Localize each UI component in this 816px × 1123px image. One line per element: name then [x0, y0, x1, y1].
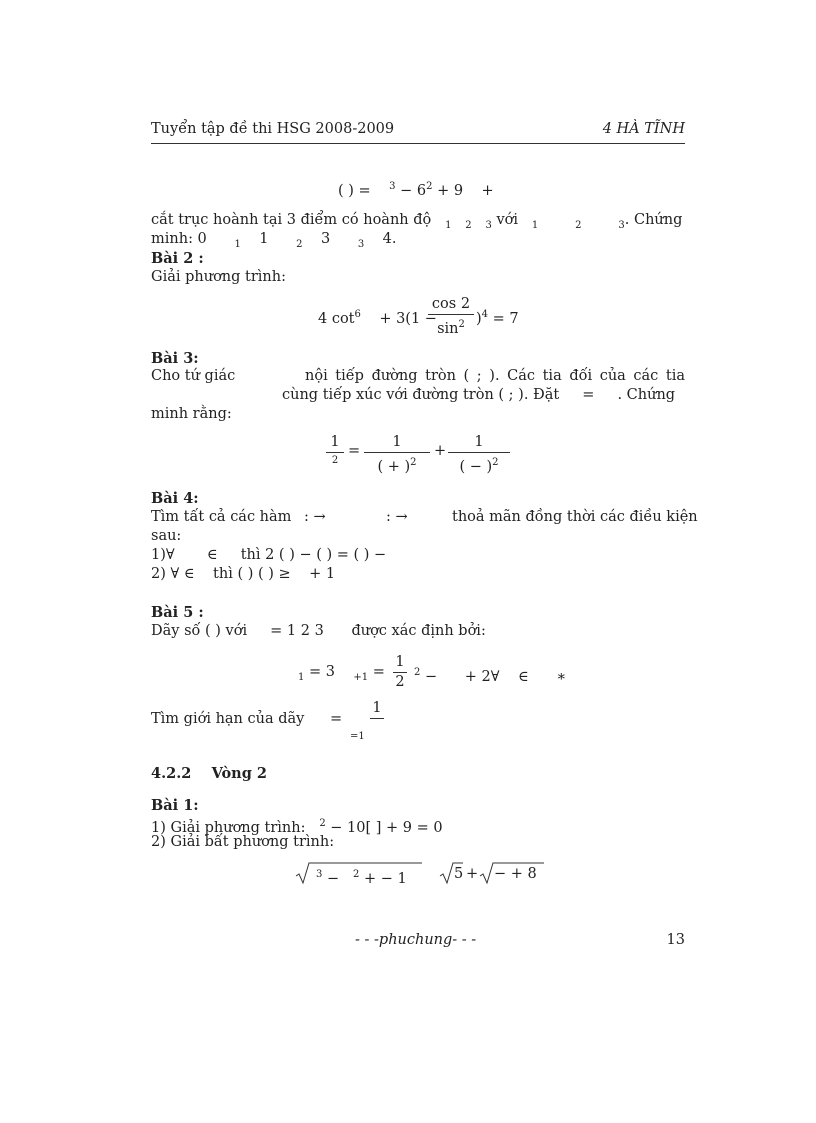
- bai2-fraction-num: cos 2: [431, 296, 471, 312]
- radical-2-content: 5: [454, 866, 464, 882]
- bai5-line3-fracline: [370, 718, 384, 719]
- footer-center: - - -phuchung- - -: [355, 932, 477, 948]
- bai3-f3-den: ( − )$^2$: [459, 457, 499, 475]
- bai2-title: Bài 2 :: [151, 250, 204, 267]
- section-heading: 4.2.2 Vòng 2: [151, 765, 267, 782]
- v2-bai1-title: Bài 1:: [151, 797, 199, 814]
- plus-sign: +: [466, 866, 479, 882]
- bai2-fraction-line: [428, 314, 474, 315]
- bai4-cond-2: 2) ∀ ∈ thì ( ) ( ) ≥ + 1: [151, 566, 336, 582]
- bai3-f1-den: 2: [331, 455, 339, 466]
- bai4-line-1b: : →: [304, 509, 326, 525]
- radical-3-content: − + 8: [494, 866, 537, 882]
- bai5-line-3a: Tìm giới hạn của dãy: [151, 711, 305, 727]
- bai5-line-3eq: =: [330, 711, 343, 727]
- bai3-line-2: cùng tiếp xúc với đường tròn ( ; ). Đặt = . Chứng: [282, 387, 676, 403]
- bai2-fraction-den: $\sin^2$: [437, 319, 465, 337]
- bai3-plus: +: [434, 443, 447, 459]
- intro-line-2: minh: 0 $_1$ 1 $_2$ 3 $_3$ 4.: [151, 231, 397, 250]
- bai4-cond-1: 1)∀ ∈ thì 2 ( ) − ( ) = ( ) −: [151, 547, 387, 563]
- bai3-f3-line: [448, 452, 510, 453]
- bai3-f2-den: ( + )$^2$: [377, 457, 417, 475]
- bai3-title: Bài 3:: [151, 350, 199, 367]
- header-right: 4 HÀ TĨNH: [602, 121, 685, 137]
- bai5-line3-num: 1: [372, 700, 382, 716]
- bai5-frac-line: [393, 672, 407, 673]
- bai4-line-1a: Tìm tất cả các hàm: [151, 509, 292, 525]
- page-number: 13: [666, 932, 685, 948]
- bai5-title: Bài 5 :: [151, 604, 204, 621]
- bai3-f3-num: 1: [474, 434, 484, 450]
- bai3-line-1a: Cho tứ giác: [151, 368, 236, 384]
- bai4-line-1d: thoả mãn đồng thời các điều kiện: [452, 509, 698, 525]
- intro-line-1: cắt trục hoành tại 3 điểm có hoành độ $_1$ $_2$ $_3$ với $_1$ $_2$ $_3$. Chứng: [151, 212, 683, 231]
- bai5-frac-num: 1: [395, 654, 405, 670]
- bai3-f1-num: 1: [330, 434, 340, 450]
- bai2-equation-end: )$^4$ = 7: [476, 309, 519, 327]
- intro-formula: ( ) = $^3 - 6^2 + 9$ +: [338, 181, 494, 199]
- bai4-title: Bài 4:: [151, 490, 199, 507]
- bai2-text: Giải phương trình:: [151, 269, 286, 285]
- bai2-equation: 4 $\cot^6$ + 3(1 −: [318, 309, 437, 327]
- bai5-line3-sub: =1: [350, 731, 365, 742]
- bai3-line-3: minh rằng:: [151, 406, 232, 422]
- v2-bai1-line-1: 1) Giải phương trình: $^2$ − 10[ ] + 9 = 0: [151, 818, 443, 836]
- radical-1-content: $^3$ − $^2$ + − 1: [316, 869, 407, 887]
- bai3-line-1b: nội tiếp đường tròn ( ; ). Các tia đối của các tia: [305, 368, 685, 384]
- header-left: Tuyển tập đề thi HSG 2008-2009: [151, 121, 395, 137]
- bai4-line-2: sau:: [151, 528, 182, 544]
- bai3-f2-line: [364, 452, 430, 453]
- bai5-equation-right: $^2$ − + 2∀ ∈ ∗: [414, 667, 567, 685]
- header-rule: [151, 143, 685, 144]
- bai3-f2-num: 1: [392, 434, 402, 450]
- bai5-frac-den: 2: [395, 674, 405, 690]
- bai4-line-1c: : →: [386, 509, 408, 525]
- v2-bai1-line-2: 2) Giải bất phương trình:: [151, 834, 335, 850]
- bai5-line-1: Dãy số ( ) với = 1 2 3 được xác định bởi:: [151, 623, 486, 639]
- bai5-equation-left: $_1$ = 3 $_{+1}$ =: [298, 664, 385, 683]
- bai3-eq-sign: =: [348, 443, 361, 459]
